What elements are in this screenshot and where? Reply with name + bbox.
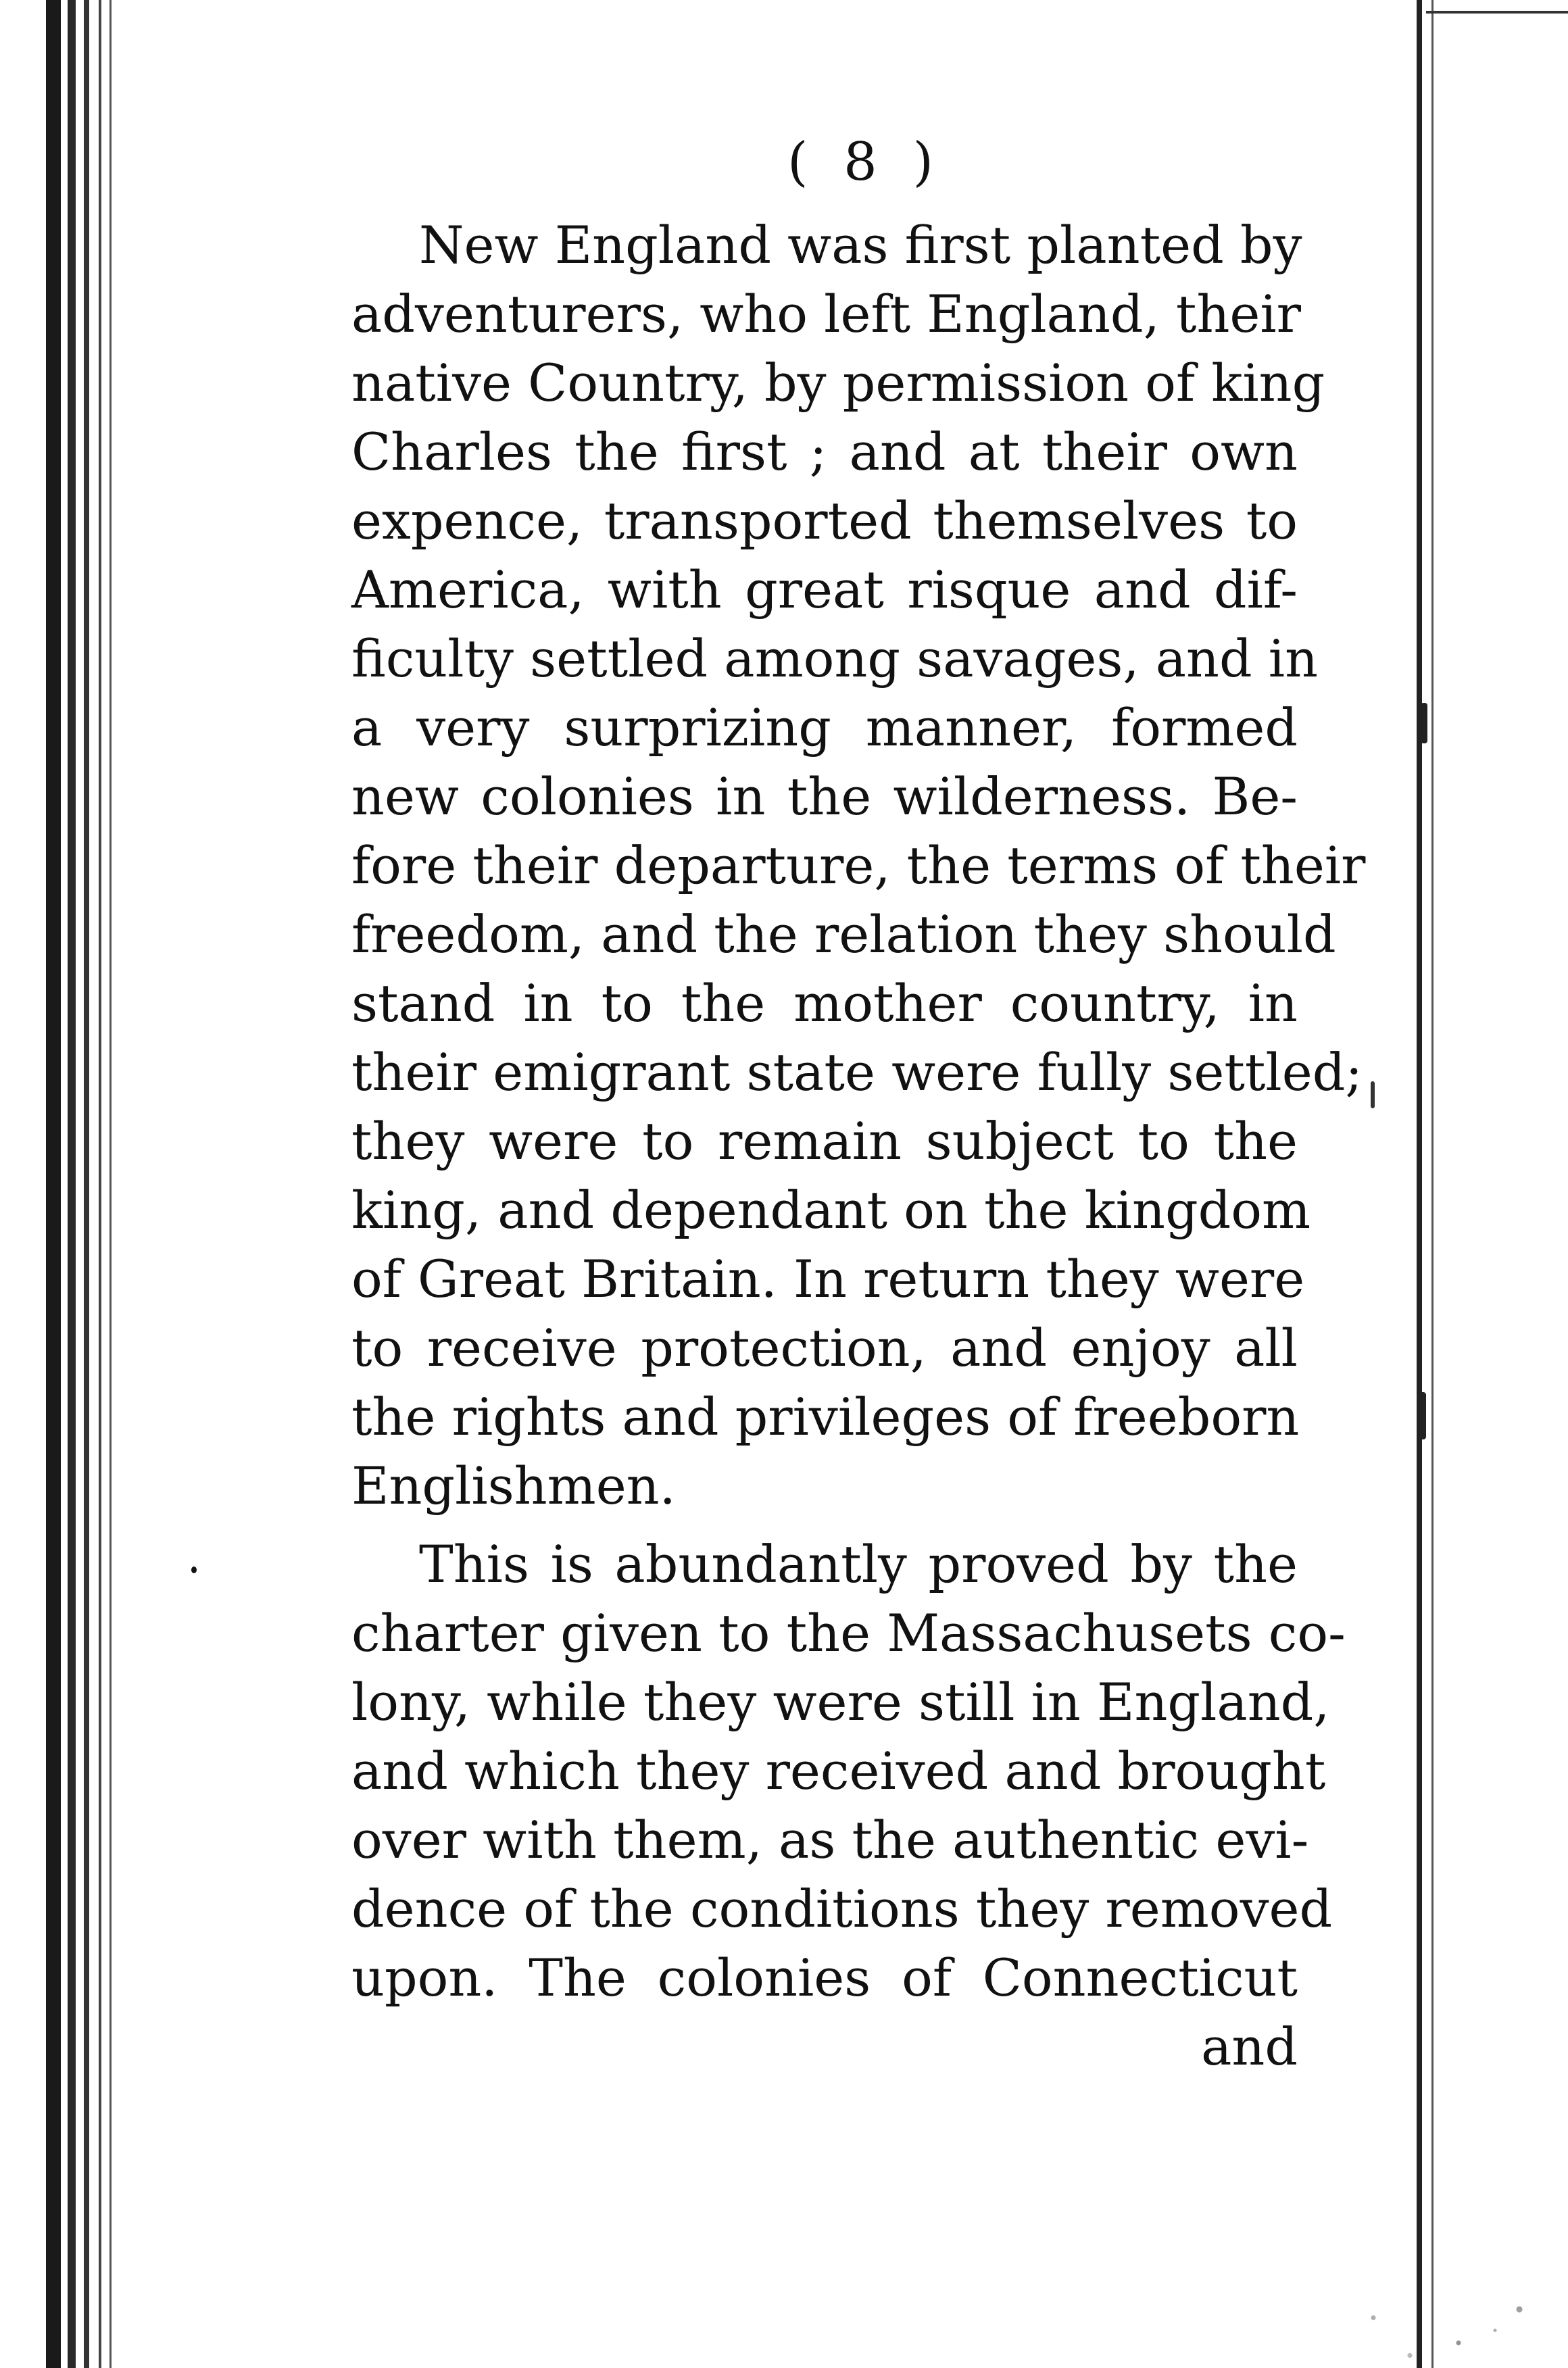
text-line: they were to remain subject to the xyxy=(351,1111,1298,1171)
text-line: dence of the conditions they removed xyxy=(351,1879,1333,1939)
text-line: and which they received and brought xyxy=(351,1741,1326,1801)
text-line: over with them, as the authentic evi- xyxy=(351,1810,1309,1870)
catchword: and xyxy=(1201,2017,1298,2077)
text-line: This is abundantly proved by the xyxy=(419,1534,1298,1594)
text-line: a very surprizing manner, formed xyxy=(351,697,1298,758)
paragraph-1 xyxy=(351,211,1366,1521)
text-line: fore their departure, the terms of their xyxy=(351,835,1366,895)
text-line: native Country, by permission of king xyxy=(351,353,1325,413)
text-line: new colonies in the wilderness. Be- xyxy=(351,766,1298,827)
text-line: ficulty settled among savages, and in xyxy=(351,628,1319,689)
scan-speck xyxy=(1371,1081,1375,1108)
binding-edge xyxy=(68,0,76,2368)
text-line: lony, while they were still in England, xyxy=(351,1672,1330,1732)
binding-edge xyxy=(99,0,101,2368)
text-line: freedom, and the relation they should xyxy=(351,904,1336,964)
page-edge-right xyxy=(1431,0,1434,2368)
text-line: Charles the first ; and at their own xyxy=(351,422,1298,482)
scan-speck xyxy=(1419,1392,1426,1439)
scan-speck xyxy=(1421,703,1427,743)
text-line: upon. The colonies of Connecticut xyxy=(351,1948,1298,2008)
binding-edge xyxy=(84,0,89,2368)
binding-edge xyxy=(46,0,61,2368)
scan-speck xyxy=(191,1567,197,1573)
text-line: their emigrant state were fully settled; xyxy=(351,1042,1363,1102)
text-line: to receive protection, and enjoy all xyxy=(351,1318,1298,1378)
binding-edge xyxy=(109,0,112,2368)
text-line: adventurers, who left England, their xyxy=(351,284,1301,344)
text-line: New England was first planted by xyxy=(419,215,1302,275)
text-line: king, and dependant on the kingdom xyxy=(351,1180,1311,1240)
scan-noise xyxy=(1325,2284,1568,2368)
text-line: the rights and privileges of freeborn xyxy=(351,1387,1300,1447)
text-line: expence, transported themselves to xyxy=(351,491,1298,551)
text-line: America, with great risque and dif- xyxy=(351,560,1298,620)
page-edge-right xyxy=(1417,0,1422,2368)
page-edge-top xyxy=(1426,11,1568,14)
text-line: of Great Britain. In return they were xyxy=(351,1249,1305,1309)
text-line: stand in to the mother country, in xyxy=(351,973,1298,1033)
page-content xyxy=(351,128,1366,2081)
text-line: charter given to the Massachusets co- xyxy=(351,1603,1346,1663)
paragraph-2 xyxy=(351,1530,1346,2013)
page-number: ( 8 ) xyxy=(787,132,944,193)
text-line: Englishmen. xyxy=(351,1456,676,1516)
